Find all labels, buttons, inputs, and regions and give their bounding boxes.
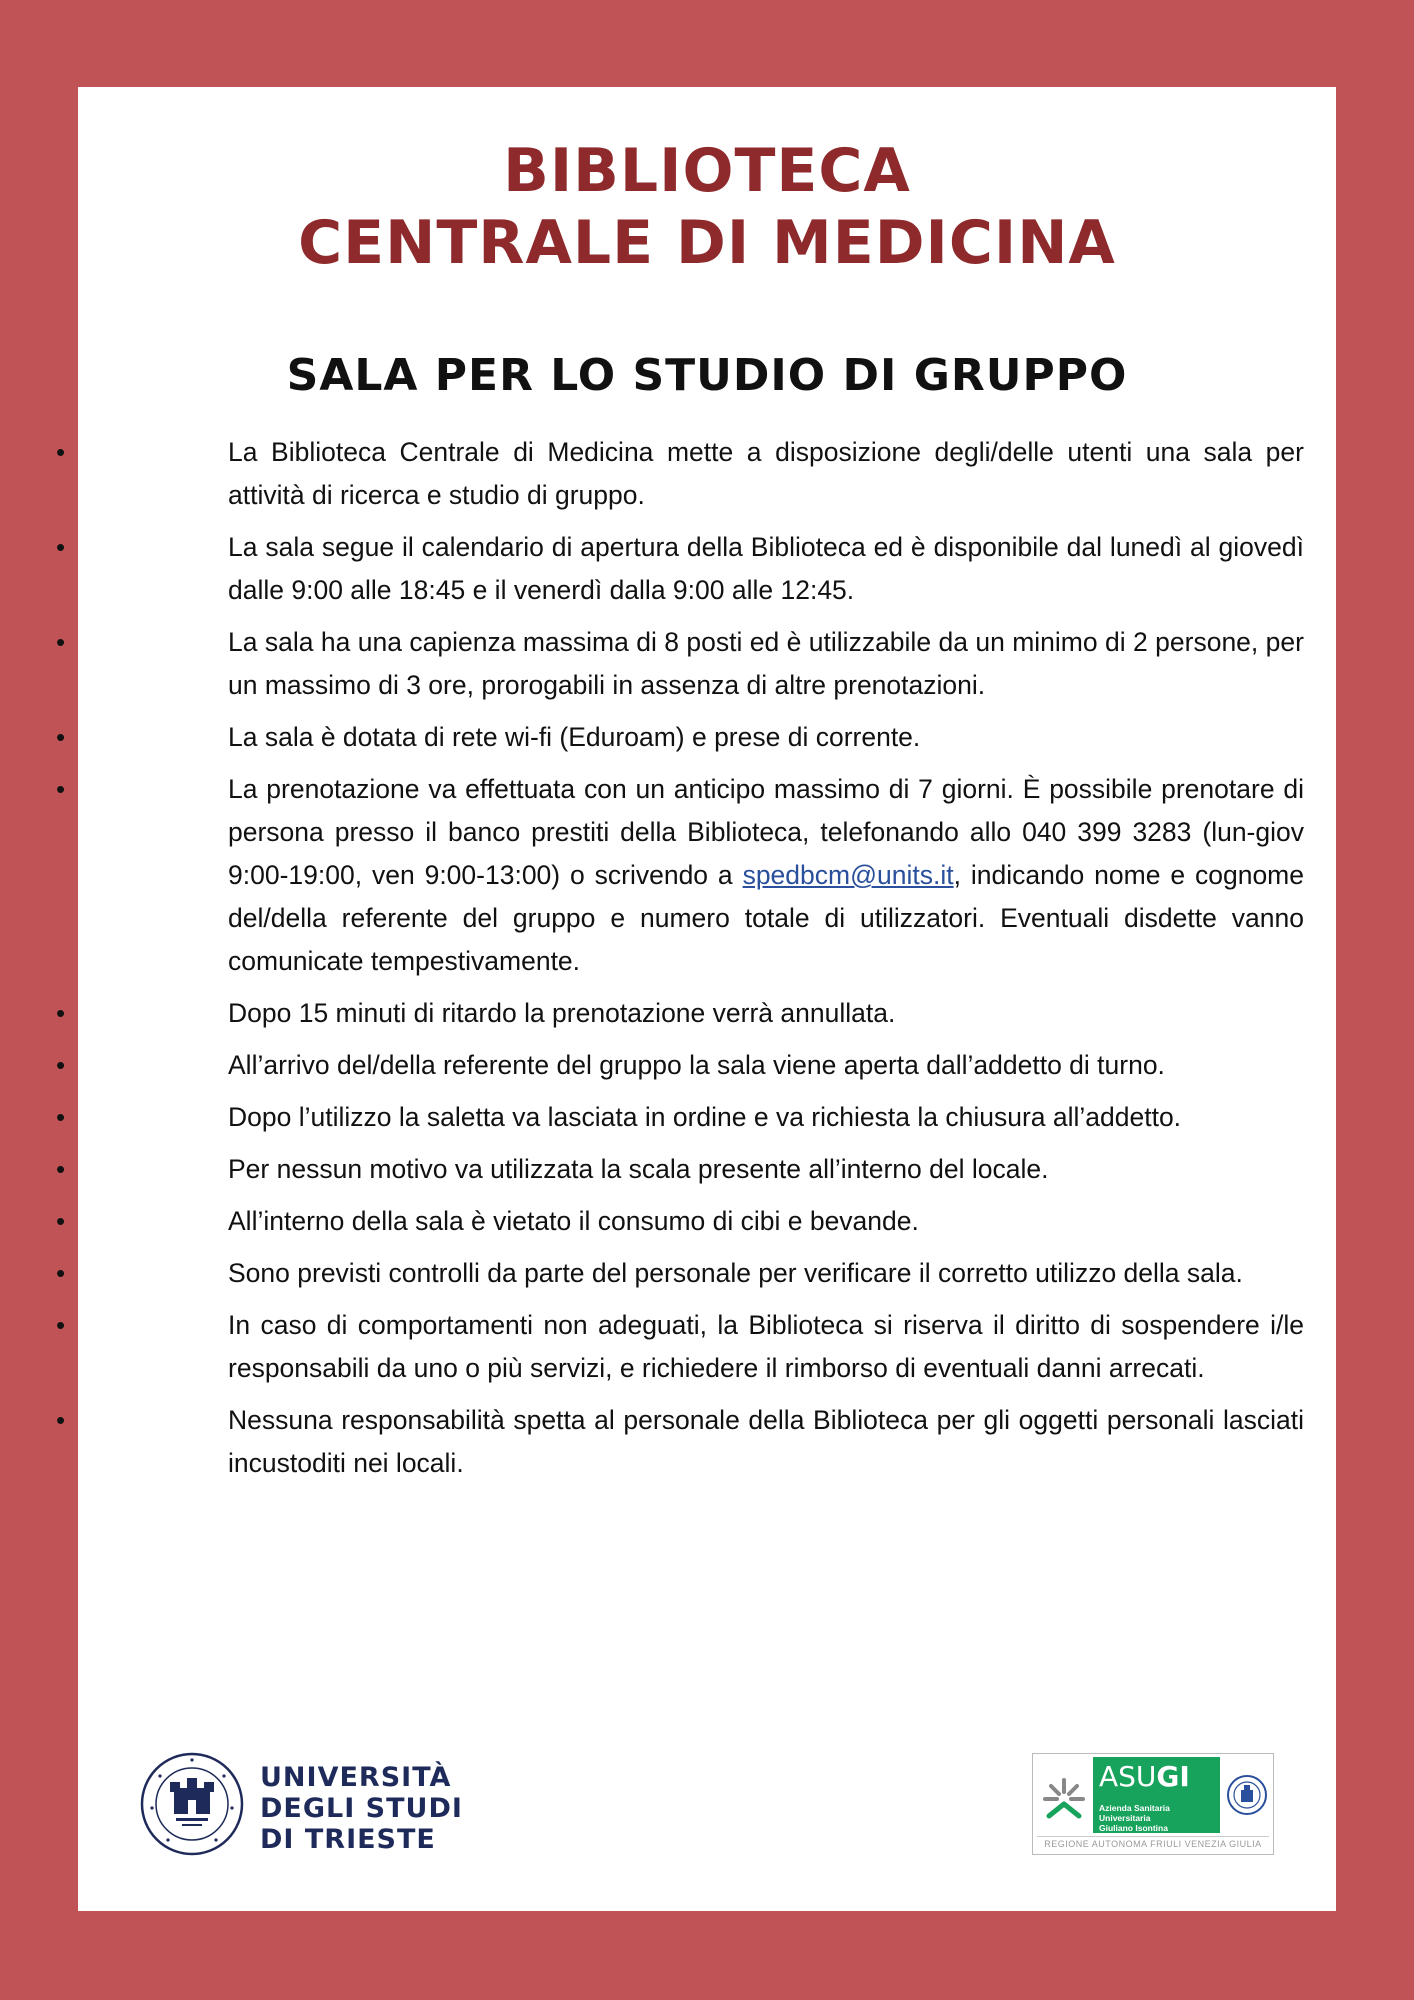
rule-item: • In caso di comportamenti non adeguati, la Biblioteca si riserva il diritto di sospendere i/le responsabili da uno o più servizi, e richiedere il rimborso di eventuali danni arrecati. xyxy=(78,1304,1304,1390)
poster-subtitle: SALA PER LO STUDIO DI GRUPPO xyxy=(286,350,1128,401)
bullet-icon: • xyxy=(56,437,66,467)
bullet-icon: • xyxy=(56,1102,66,1132)
bullet-icon: • xyxy=(56,1154,66,1184)
university-seal-icon xyxy=(140,1752,244,1856)
rule-item: • Sono previsti controlli da parte del personale per verificare il corretto utilizzo della sala. xyxy=(78,1252,1304,1295)
rule-item: • La sala è dotata di rete wi-fi (Eduroam) e prese di corrente. xyxy=(78,716,1304,759)
university-name: UNIVERSITÀ DEGLI STUDI DI TRIESTE xyxy=(260,1762,463,1855)
rule-item-booking: • La prenotazione va effettuata con un anticipo massimo di 7 giorni. È possibile prenotare di persona presso il banco prestiti della Biblioteca, telefonando allo 040 399 3283 (lun-giov 9:00-19:00, ven 9:00-13:00) o scrivendo a spedbcm@units.it, indicando nome e cognome del/della referente del gruppo e numero totale di utilizzatori. Eventuali disdette vanno comunicate tempestivamente. xyxy=(78,768,1304,983)
region-crest-icon xyxy=(1225,1762,1269,1828)
asugi-description: Azienda Sanitaria Universitaria Giuliano Isontina xyxy=(1099,1803,1170,1833)
rule-item: • Per nessun motivo va utilizzata la scala presente all’interno del locale. xyxy=(78,1148,1304,1191)
university-trieste-logo xyxy=(140,1752,540,1862)
rule-item: • Dopo l’utilizzo la saletta va lasciata in ordine e va richiesta la chiusura all’addetto. xyxy=(78,1096,1304,1139)
bullet-icon: • xyxy=(56,627,66,657)
rule-item: • La Biblioteca Centrale di Medicina mette a disposizione degli/delle utenti una sala per attività di ricerca e studio di gruppo. xyxy=(78,431,1304,517)
title-line-2: CENTRALE DI MEDICINA xyxy=(298,208,1116,278)
asugi-logo xyxy=(1032,1753,1274,1855)
rule-item: • Nessuna responsabilità spetta al personale della Biblioteca per gli oggetti personali lasciati incustoditi nei locali. xyxy=(78,1399,1304,1485)
bullet-icon: • xyxy=(56,998,66,1028)
poster-page xyxy=(56,87,1336,1911)
rule-item: • La sala segue il calendario di apertura della Biblioteca ed è disponibile dal lunedì al giovedì dalle 9:00 alle 18:45 e il venerdì dalla 9:00 alle 12:45. xyxy=(78,526,1304,612)
bullet-icon: • xyxy=(56,1206,66,1236)
poster-title xyxy=(78,135,1336,279)
rule-item: • All’interno della sala è vietato il consumo di cibi e bevande. xyxy=(78,1200,1304,1243)
bullet-icon: • xyxy=(56,1258,66,1288)
asugi-wordmark: ASUGI xyxy=(1099,1760,1190,1793)
asugi-green-panel xyxy=(1093,1757,1220,1833)
email-link[interactable]: spedbcm@units.it xyxy=(742,860,954,890)
bullet-icon: • xyxy=(56,1405,66,1435)
asugi-region-label: REGIONE AUTONOMA FRIULI VENEZIA GIULIA xyxy=(1037,1836,1269,1851)
rule-item: • Dopo 15 minuti di ritardo la prenotazione verrà annullata. xyxy=(78,992,1304,1035)
bullet-icon: • xyxy=(56,722,66,752)
bullet-icon: • xyxy=(56,532,66,562)
rule-item: • La sala ha una capienza massima di 8 posti ed è utilizzabile da un minimo di 2 persone, per un massimo di 3 ore, prorogabili in assenza di altre prenotazioni. xyxy=(78,621,1304,707)
rules-list xyxy=(56,431,1304,1494)
bullet-icon: • xyxy=(56,774,66,804)
bullet-icon: • xyxy=(56,1310,66,1340)
title-line-1: BIBLIOTECA xyxy=(503,136,911,206)
rule-item: • All’arrivo del/della referente del gruppo la sala viene aperta dall’addetto di turno. xyxy=(78,1044,1304,1087)
asugi-mark-icon xyxy=(1037,1772,1091,1826)
bullet-icon: • xyxy=(56,1050,66,1080)
